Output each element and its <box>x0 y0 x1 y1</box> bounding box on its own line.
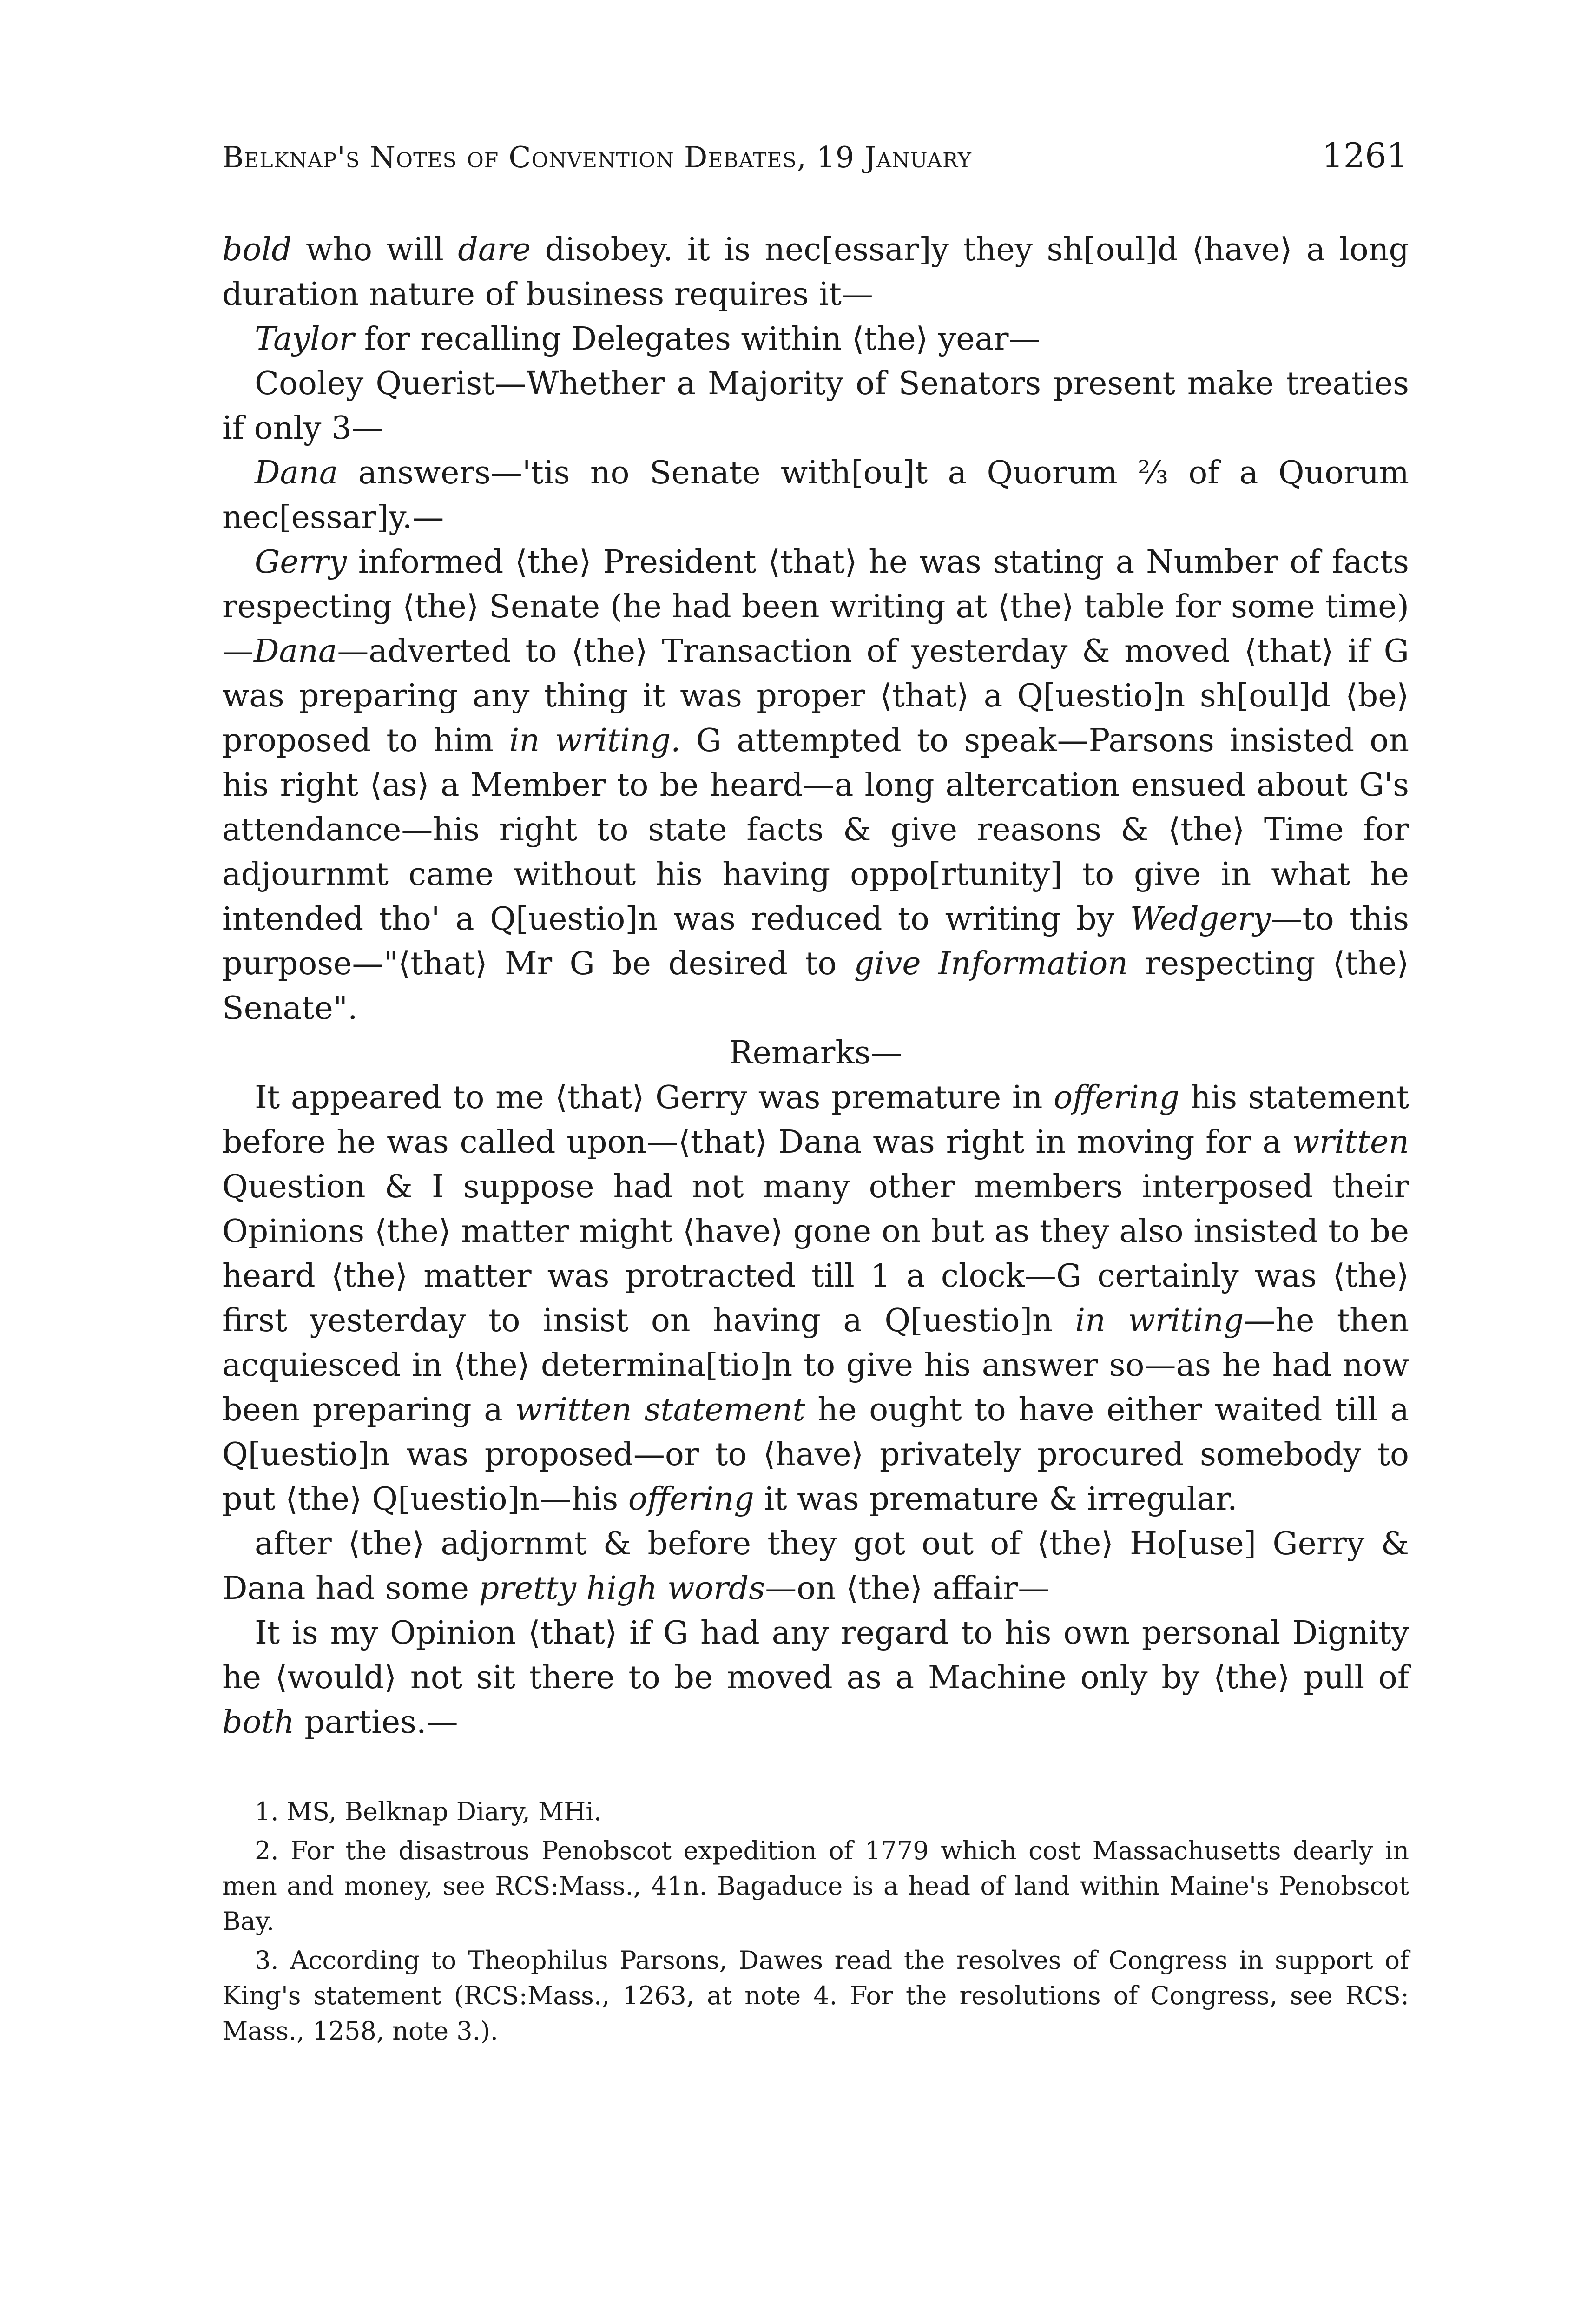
italic-word: bold <box>222 231 292 268</box>
running-header <box>222 136 1408 187</box>
paragraph-5 <box>222 540 1409 1031</box>
remarks-heading: Remarks— <box>729 1035 902 1071</box>
speaker-name: Wedgery <box>1130 901 1271 938</box>
text-run: —on ⟨the⟩ affair— <box>765 1570 1050 1607</box>
footnote-1: 1. MS, Belknap Diary, MHi. <box>255 1797 602 1826</box>
footnote-3: 3. According to Theophilus Parsons, Dawes read the resolves of Congress in support of King's statement (RCS:Mass., 1263, at note 4. For the resolutions of Congress, see RCS: Mass., 1258, note 3.). <box>222 1946 1409 2046</box>
italic-word: dare <box>458 231 531 268</box>
italic-phrase: pretty high words <box>479 1570 765 1607</box>
text-run: parties.— <box>294 1704 458 1741</box>
speaker-name: Dana <box>255 455 338 491</box>
footnote-2: 2. For the disastrous Penobscot expedition of 1779 which cost Massachusetts dearly in men and money, see RCS:Mass., 41n. Bagaduce is a head of land within Maine's Penobscot Bay. <box>222 1836 1409 1936</box>
italic-phrase: written statement <box>515 1392 805 1428</box>
paragraph-8 <box>222 1611 1409 1745</box>
text-run: —he then acquiesced in ⟨the⟩ determina[tio]n to give his answer so—as he had now been preparing a <box>222 1302 1409 1428</box>
text-run: informed ⟨the⟩ President ⟨that⟩ he was stating a Number of facts respecting ⟨the⟩ Senate (he had been writing at ⟨the⟩ table for some time)— <box>222 544 1409 670</box>
text-run: his statement before he was called upon—⟨that⟩ Dana was right in moving for a <box>222 1079 1409 1161</box>
page-number: 1261 <box>1322 136 1408 176</box>
italic-phrase: give Information <box>854 945 1128 982</box>
paragraph-4 <box>222 451 1409 540</box>
main-text <box>222 228 1409 1745</box>
italic-phrase: in writing <box>1075 1302 1244 1339</box>
paragraph-1 <box>222 228 1409 317</box>
footnotes <box>222 1794 1409 2053</box>
text-run: Question & I suppose had not many other members interposed their Opinions ⟨the⟩ matter might ⟨have⟩ gone on but as they also insisted to be heard ⟨the⟩ matter was protracted till 1 a clock—G certainly was ⟨the⟩ first yesterday to insist on having a Q[uestio]n <box>222 1169 1409 1339</box>
text-run: he ought to have either waited till a Q[uestio]n was proposed—or to ⟨have⟩ privately procured somebody to put ⟨the⟩ Q[uestio]n—his <box>222 1392 1409 1518</box>
italic-word: written <box>1292 1124 1409 1161</box>
text-run: It appeared to me ⟨that⟩ Gerry was premature in <box>255 1079 1054 1116</box>
text-run: respecting ⟨the⟩ Senate". <box>222 945 1409 1027</box>
text-run: —to this purpose—"⟨that⟩ Mr G be desired to <box>222 901 1409 982</box>
text-run: it was premature & irregular. <box>754 1481 1238 1518</box>
text-run: It is my Opinion ⟨that⟩ if G had any regard to his own personal Dignity he ⟨would⟩ not sit there to be moved as a Machine only by ⟨the⟩ pull of <box>222 1615 1409 1696</box>
italic-word: offering <box>1054 1079 1180 1116</box>
text-run: who will <box>291 231 458 268</box>
text-run: —adverted to ⟨the⟩ Transaction of yesterday & moved ⟨that⟩ if G was preparing any thing it was proper ⟨that⟩ a Q[uestio]n sh[oul]d ⟨be⟩ proposed to him <box>222 633 1409 759</box>
italic-word: both <box>222 1704 295 1741</box>
speaker-name: Gerry <box>255 544 347 581</box>
speaker-name: Taylor <box>255 321 355 357</box>
text-run: for recalling Delegates within ⟨the⟩ year— <box>354 321 1041 357</box>
speaker-name: Dana <box>254 633 337 670</box>
paragraph-3: Cooley Querist—Whether a Majority of Senators present make treaties if only 3— <box>222 365 1409 447</box>
paragraph-7 <box>222 1522 1409 1611</box>
text-run: G attempted to speak—Parsons insisted on his right ⟨as⟩ a Member to be heard—a long altercation ensued about G's attendance—his right to state facts & give reasons & ⟨the⟩ Time for adjournmt came without his having oppo[rtunity] to give in what he intended tho' a Q[uestio]n was reduced to writing by <box>222 722 1409 938</box>
text-run: after ⟨the⟩ adjornmt & before they got out of ⟨the⟩ Ho[use] Gerry & Dana had some <box>222 1525 1409 1607</box>
text-run: disobey. it is nec[essar]y they sh[oul]d ⟨have⟩ a long duration nature of business requires it— <box>222 231 1410 313</box>
italic-word: offering <box>628 1481 754 1518</box>
italic-phrase: in writing. <box>509 722 681 759</box>
text-run: answers—'tis no Senate with[ou]t a Quorum ⅔ of a Quorum nec[essar]y.— <box>222 455 1409 536</box>
running-head-title: Belknap's Notes of Convention Debates, 19 January <box>222 140 972 174</box>
paragraph-6 <box>222 1076 1409 1522</box>
paragraph-2 <box>222 317 1409 362</box>
